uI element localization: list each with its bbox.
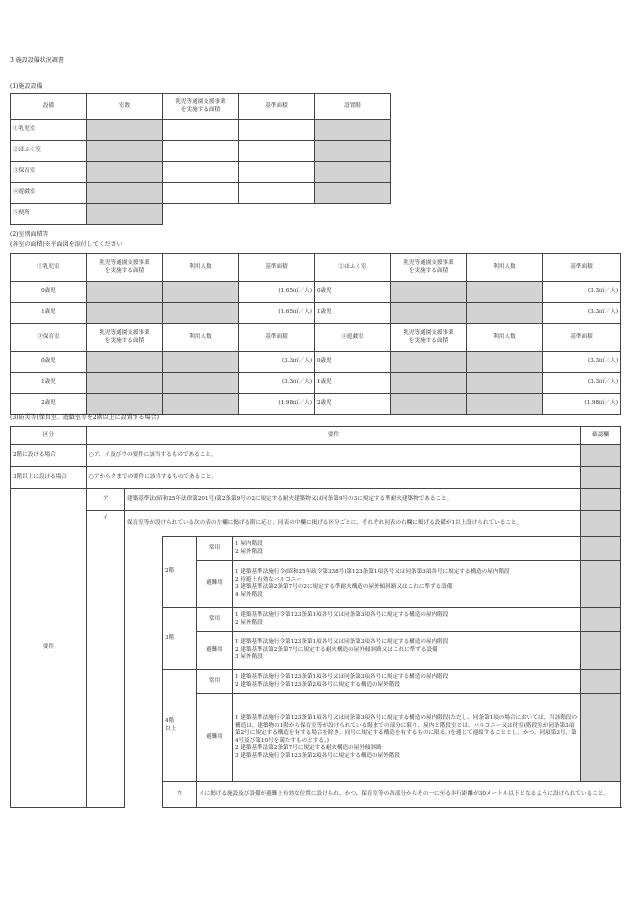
- table-row: [11, 394, 621, 415]
- age-label: 0歳児: [11, 282, 87, 303]
- check-cell[interactable]: [581, 445, 621, 467]
- equipment-list: 1 建築基準法施行令(昭和25年政令第338号)第123条第1項各号又は同条第3項各号に規定する構造の屋内階段 2 待避上有効なバルコニー 3 建築基準法第2条第7号の2に規定する準耐火構造の屋外傾斜路又はこれに準ずる設備 4 屋外階段: [233, 561, 581, 608]
- header-cell: 乳児等通園支援事業 を実施する面積: [87, 324, 163, 352]
- age-label: 0歳児: [315, 282, 391, 303]
- row-label: ①乳児室: [11, 120, 87, 141]
- input-cell[interactable]: [239, 141, 315, 162]
- yoken-label: 要件: [11, 489, 87, 808]
- table-row: [11, 445, 621, 467]
- header-cell: 区分: [11, 427, 87, 445]
- header-cell: 利用人数: [163, 254, 239, 282]
- requirement-text: イに掲げる施設及び設備が避難上有効な位置に設けられ、かつ、保育室等の各部分からその一に至る歩行距離が30メートル以下となるように設けられていること。: [197, 782, 621, 808]
- table-row: [11, 352, 621, 373]
- header-cell: 室数: [87, 94, 163, 120]
- use-label: 避難用: [197, 561, 233, 608]
- room-name: ③保育室: [11, 324, 87, 352]
- input-cell[interactable]: [163, 162, 239, 183]
- input-cell[interactable]: [239, 162, 315, 183]
- input-cell[interactable]: [467, 394, 543, 415]
- use-label: 常用: [197, 537, 233, 561]
- sec2-note: (各室の面積)※平面図を添付してください: [10, 241, 123, 248]
- item-mark: ア: [87, 489, 125, 511]
- input-cell[interactable]: [163, 282, 239, 303]
- input-cell[interactable]: [87, 120, 163, 141]
- row-label: 3階以上に設ける場合: [11, 467, 87, 489]
- use-label: 常用: [197, 608, 233, 632]
- requirement-text: 建築基準法(昭和25年法律第201号)第2条第9号の2に規定する耐火建築物又は同条第9号の3に規定する準耐火建築物であること。: [125, 489, 581, 511]
- input-cell[interactable]: [87, 373, 163, 394]
- std-cell: (1.98㎡／人): [239, 394, 315, 415]
- std-cell: (3.3㎡／人): [239, 352, 315, 373]
- std-cell: (1.98㎡／人): [543, 394, 621, 415]
- requirement-text: ○アからクまでの要件に該当するものであること。: [87, 467, 581, 489]
- header-cell: 乳児等通園支援事業 を実施する面積: [391, 254, 467, 282]
- use-label: 避難用: [197, 632, 233, 670]
- check-cell[interactable]: [581, 694, 621, 782]
- std-cell: (3.3㎡／人): [239, 373, 315, 394]
- input-cell[interactable]: [391, 352, 467, 373]
- table-row: [11, 489, 621, 511]
- header-cell: 設備: [11, 94, 87, 120]
- header-cell: 乳児等通園支援事業 を実施する面積: [163, 94, 239, 120]
- check-cell[interactable]: [581, 489, 621, 511]
- table-row: [11, 204, 391, 225]
- table-row: [11, 141, 391, 162]
- header-cell: 設置階: [315, 94, 391, 120]
- input-cell[interactable]: [87, 162, 163, 183]
- equipment-list: 1 建築基準法施行令第123条第1項各号又は同条第3項各号に規定する構造の屋内階段 2 屋外階段: [233, 608, 581, 632]
- doc-title: 3 施設設備状況調書: [10, 57, 64, 64]
- header-cell: 利用人数: [467, 254, 543, 282]
- input-cell[interactable]: [87, 394, 163, 415]
- input-cell[interactable]: [163, 394, 239, 415]
- item-mark: イ: [87, 511, 125, 808]
- use-label: 常用: [197, 670, 233, 694]
- age-label: 0歳児: [315, 352, 391, 373]
- disaster-table: [10, 426, 621, 808]
- std-cell: (3.3㎡／人): [543, 352, 621, 373]
- age-label: 1歳児: [11, 373, 87, 394]
- check-cell[interactable]: [581, 608, 621, 632]
- input-cell[interactable]: [87, 282, 163, 303]
- age-label: 0歳児: [11, 352, 87, 373]
- age-label: 2歳児: [315, 394, 391, 415]
- input-cell[interactable]: [391, 303, 467, 324]
- header-cell: 基準面積: [239, 94, 315, 120]
- header-cell: 乳児等通園支援事業 を実施する面積: [87, 254, 163, 282]
- input-cell[interactable]: [87, 352, 163, 373]
- row-label: ③保育室: [11, 162, 87, 183]
- room-name: ①乳児室: [11, 254, 87, 282]
- equipment-list: 1 建築基準法施行令第123条第1項各号又は同条第3項各号に規定する構造の屋内階段(ただし、同条第1項の場合においては、当該階段の構造は、建築物の1階から保育室等が設けられている階までの部分に限り、屋内と階段室とは、バルコニー又は付室(階段室が同条第3項第2号に規定する構造を有する場合を除き、同号に規定する構造を有するものに限る。)を通じて連絡することとし、かつ、同項第3号、第4号及び第10号を満たすものとする。) 2 建築基準法第2条第7号に規定する耐火構造の屋外傾斜路 3 建築基準法施行令第123条第2項各号に規定する構造の屋外階段: [233, 694, 581, 782]
- equipment-list: 1 建築基準法施行令第123条第1項各号又は同条第3項各号に規定する構造の屋内階段 2 建築基準法施行令第123条第2項各号に規定する構造の屋外階段: [233, 670, 581, 694]
- facility-table: [10, 93, 391, 225]
- input-cell[interactable]: [467, 373, 543, 394]
- check-cell[interactable]: [581, 467, 621, 489]
- age-label: 1歳児: [315, 373, 391, 394]
- room-header-row: [11, 324, 621, 352]
- room-name: ②ほふく室: [315, 254, 391, 282]
- room-header-row: [11, 254, 621, 282]
- sec2-title: (2)室別面積等: [10, 231, 49, 238]
- check-cell[interactable]: [581, 511, 621, 537]
- input-cell[interactable]: [467, 352, 543, 373]
- header-cell: 基準面積: [543, 324, 621, 352]
- input-cell[interactable]: [391, 394, 467, 415]
- room-area-table: [10, 253, 621, 415]
- row-label: ②ほふく室: [11, 141, 87, 162]
- floor-label: 2階: [163, 537, 197, 608]
- std-cell: (3.3㎡／人): [543, 282, 621, 303]
- floor-label: 3階: [163, 608, 197, 670]
- table-row: [11, 162, 391, 183]
- header-cell: 利用人数: [163, 324, 239, 352]
- age-label: 1歳児: [11, 303, 87, 324]
- header-cell: 利用人数: [467, 324, 543, 352]
- input-cell[interactable]: [163, 141, 239, 162]
- input-cell[interactable]: [315, 141, 391, 162]
- input-cell[interactable]: [315, 162, 391, 183]
- input-cell[interactable]: [467, 282, 543, 303]
- facility-header-row: [11, 94, 391, 120]
- std-cell: (1.65㎡／人): [239, 282, 315, 303]
- table-row: [11, 373, 621, 394]
- input-cell[interactable]: [239, 120, 315, 141]
- table-row: [11, 120, 391, 141]
- requirement-text: 保育室等が設けられている次の表の左欄に掲げる階に応じ、同表の中欄に掲げる区分ごとに、それぞれ同表の右欄に掲げる設備が1以上設けられていること。: [125, 511, 581, 537]
- input-cell[interactable]: [315, 183, 391, 204]
- input-cell[interactable]: [315, 120, 391, 141]
- input-cell[interactable]: [163, 120, 239, 141]
- floor-label: 4階 以上: [163, 670, 197, 782]
- input-cell[interactable]: [87, 303, 163, 324]
- input-cell[interactable]: [163, 303, 239, 324]
- row-label: ④遊戯室: [11, 183, 87, 204]
- table-row: [11, 467, 621, 489]
- header-cell: 乳児等通園支援事業 を実施する面積: [391, 324, 467, 352]
- header-cell: 要件: [87, 427, 581, 445]
- equipment-list: 1 建築基準法施行令第123条第1項各号又は同条第3項各号に規定する構造の屋内階段 2 建築基準法第2条第7号に規定する耐火構造の屋外傾斜路又はこれに準ずる設備 3 屋外階段: [233, 632, 581, 670]
- std-cell: (3.3㎡／人): [543, 303, 621, 324]
- sec3-title: (3)防災等(保育室、遊戯室等を2階以上に設置する場合): [10, 414, 159, 421]
- disaster-header-row: [11, 427, 621, 445]
- check-cell[interactable]: [581, 537, 621, 561]
- input-cell[interactable]: [163, 183, 239, 204]
- header-cell: 基準面積: [239, 254, 315, 282]
- input-cell[interactable]: [87, 183, 163, 204]
- age-label: 2歳児: [11, 394, 87, 415]
- table-row: [11, 511, 621, 537]
- requirement-text: ○ア、イ及びウの要件に該当するものであること。: [87, 445, 581, 467]
- sec1-title: (1)施設設備: [10, 83, 43, 90]
- row-label: 2階に設ける場合: [11, 445, 87, 467]
- header-cell: 基準面積: [239, 324, 315, 352]
- input-cell[interactable]: [391, 282, 467, 303]
- row-label: ⑤便所: [11, 204, 87, 225]
- input-cell[interactable]: [239, 183, 315, 204]
- check-cell[interactable]: [581, 632, 621, 670]
- table-row: [11, 303, 621, 324]
- table-row: [11, 282, 621, 303]
- age-label: 1歳児: [315, 303, 391, 324]
- std-cell: (1.65㎡／人): [239, 303, 315, 324]
- input-cell[interactable]: [163, 352, 239, 373]
- input-cell[interactable]: [391, 373, 467, 394]
- room-name: ④遊戯室: [315, 324, 391, 352]
- table-row: [11, 183, 391, 204]
- use-label: 避難用: [197, 694, 233, 782]
- input-cell[interactable]: [87, 141, 163, 162]
- input-cell[interactable]: [163, 373, 239, 394]
- check-cell[interactable]: [581, 561, 621, 608]
- std-cell: (3.3㎡／人): [543, 373, 621, 394]
- item-mark: ウ: [163, 782, 197, 808]
- header-cell: 確認欄: [581, 427, 621, 445]
- input-cell[interactable]: [467, 303, 543, 324]
- input-cell[interactable]: [87, 204, 163, 225]
- equipment-list: 1 屋内階段 2 屋外階段: [233, 537, 581, 561]
- header-cell: 基準面積: [543, 254, 621, 282]
- check-cell[interactable]: [581, 670, 621, 694]
